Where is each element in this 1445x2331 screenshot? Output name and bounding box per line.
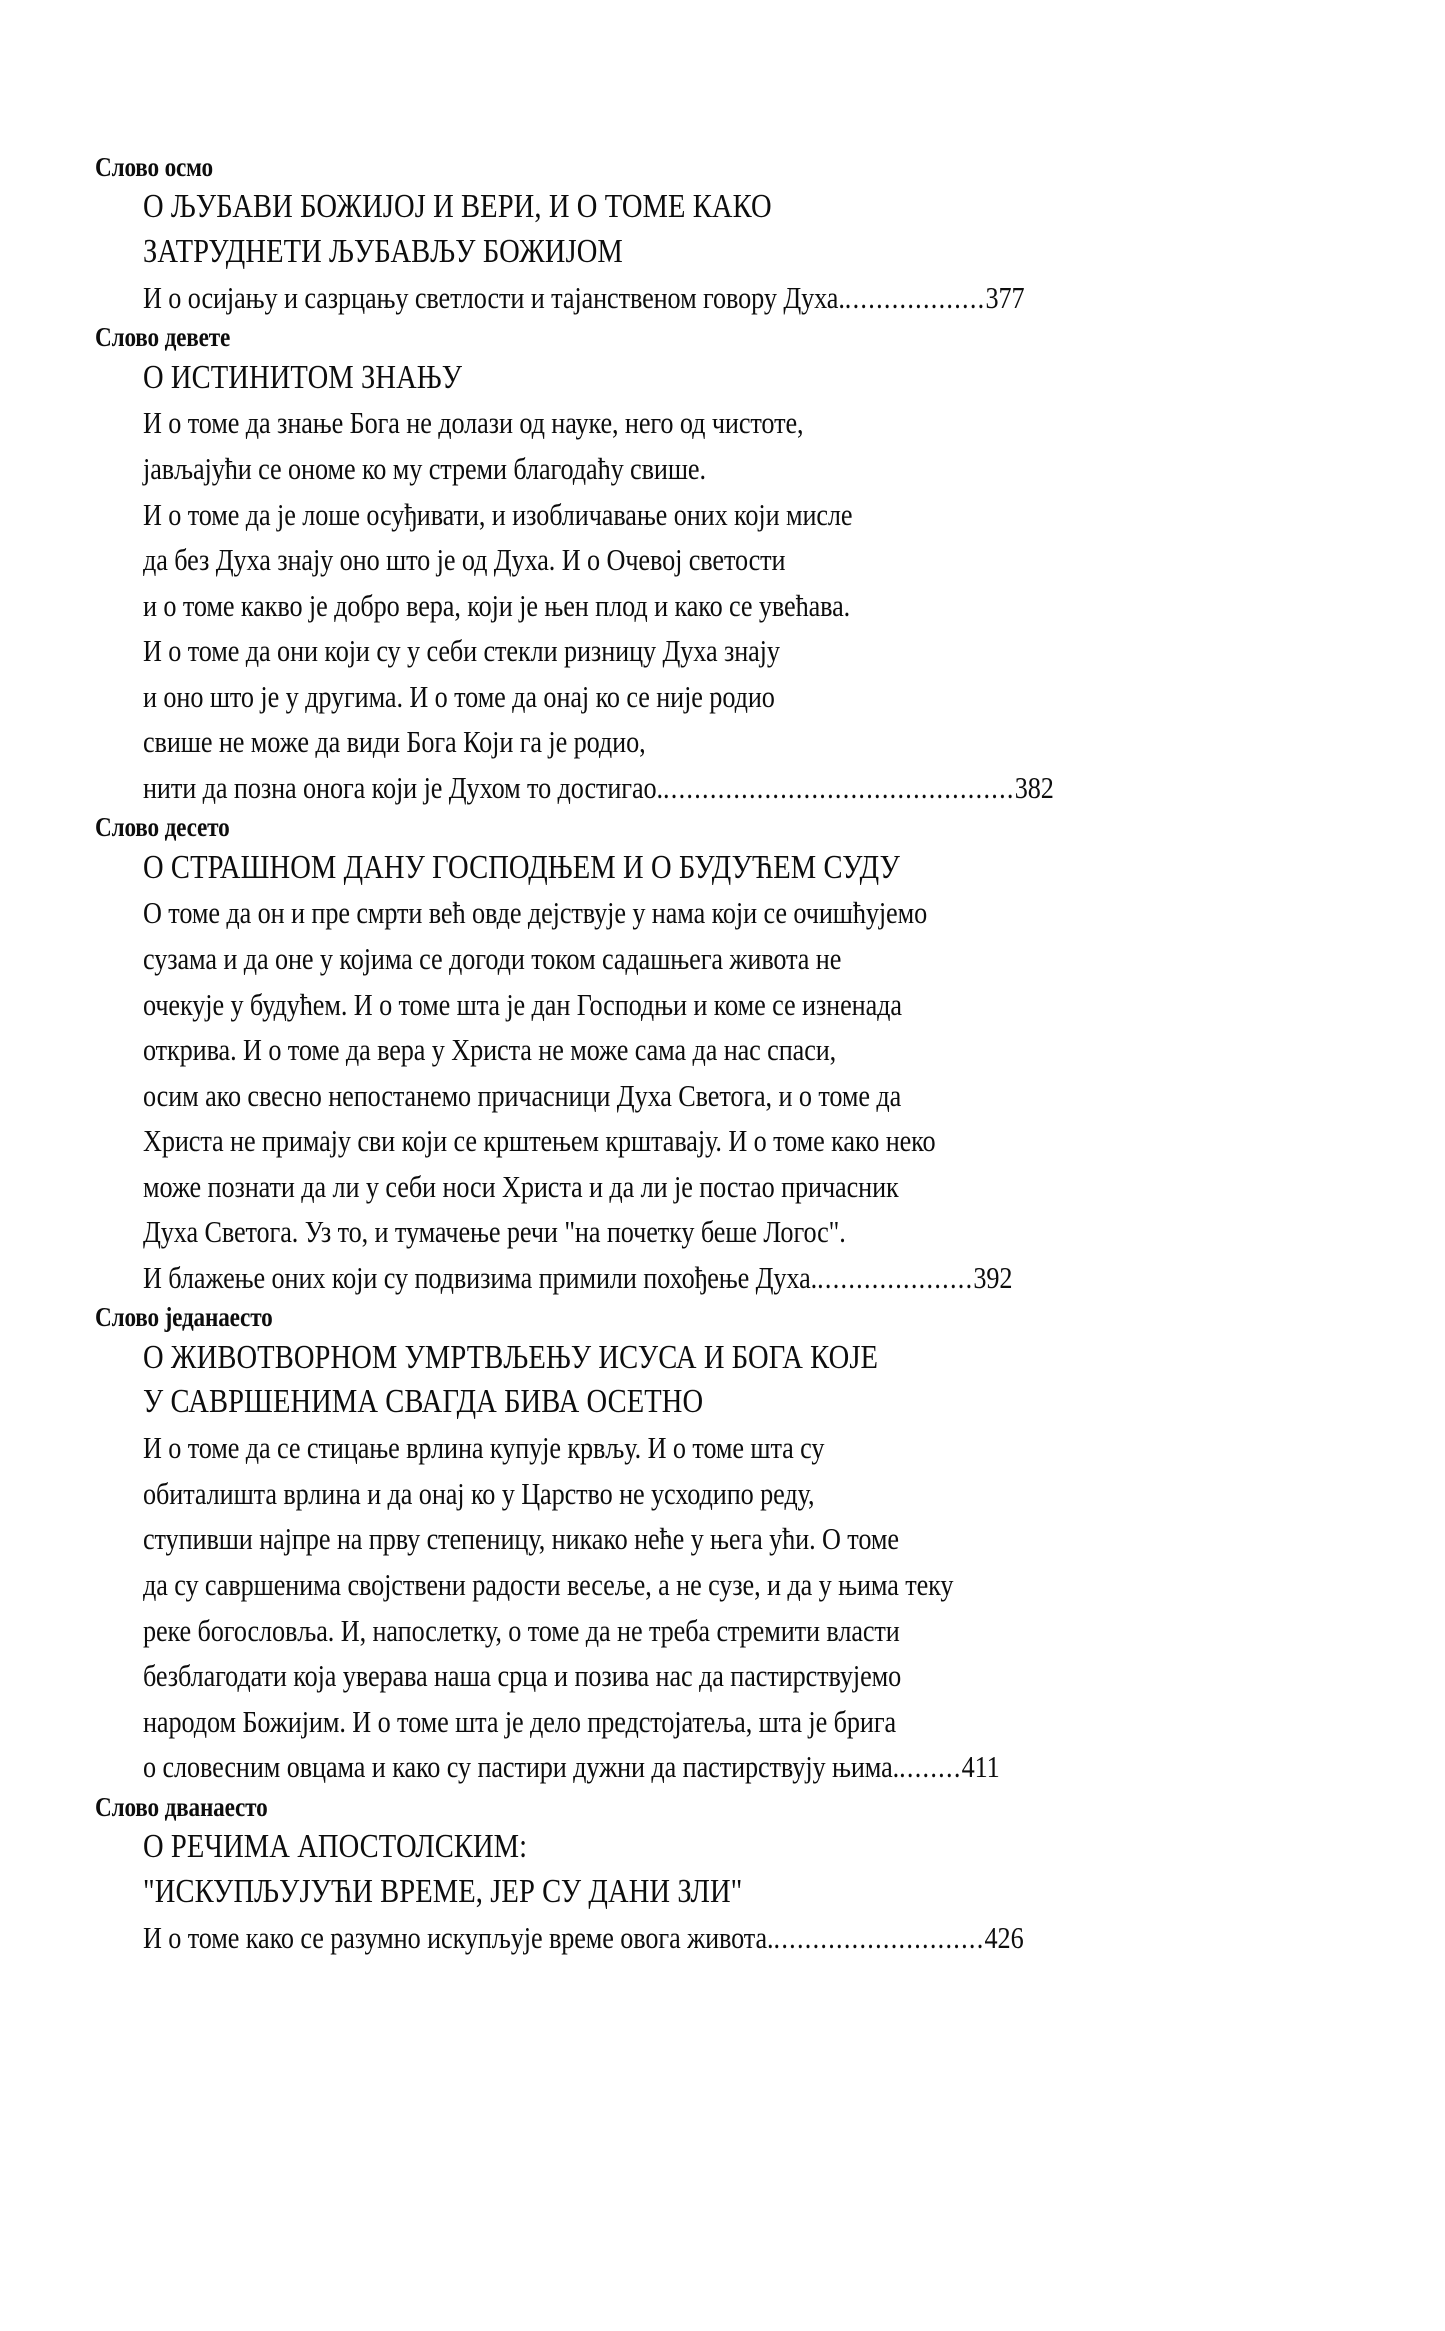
toc-entry-desc-line	[143, 492, 1163, 538]
toc-entry-desc-line	[143, 1425, 1163, 1471]
toc-entry[interactable]	[95, 150, 1350, 320]
toc-entry-desc-text: И о томе како се разумно искупљује време овога живота.	[143, 1919, 774, 1955]
toc-entry-desc-line	[143, 982, 1163, 1028]
toc-entry-desc-line	[143, 1562, 1163, 1608]
toc-entry-desc-text: свише не може да види Бога Који га је родио,	[143, 724, 646, 760]
toc-entry-desc-text: нити да позна онога који је Духом то достигао.	[143, 769, 663, 805]
toc-entry-desc-text: осим ако свесно непостанемо причасници Духа Светога, и о томе да	[143, 1077, 902, 1113]
toc-entry-desc-line-with-page	[143, 1744, 1163, 1790]
toc-entry-desc-line	[143, 674, 1163, 720]
toc-entry-desc-text: и оно што је у другима. И о томе да онај ко се није родио	[143, 678, 775, 714]
toc-entry-desc-line-with-page	[143, 1255, 1163, 1301]
toc-entry-desc-text: да без Духа знају оно што је од Духа. И о Очевој светости	[143, 542, 786, 578]
toc-entry-desc-text: народом Божијим. И о томе шта је дело предстојатеља, шта је брига	[143, 1703, 897, 1739]
toc-entry-desc-text: о словесним овцама и како су пастири дужни да пастирствују њима.	[143, 1749, 900, 1785]
toc-entry-desc-line-with-page	[143, 1915, 1163, 1961]
toc-entry[interactable]	[95, 320, 1350, 810]
toc-entry-title-line: О СТРАШНОМ ДАНУ ГОСПОДЊЕМ И О БУДУЋЕМ СУДУ	[143, 848, 900, 886]
toc-entry-desc-text: очекује у будућем. И о томе шта је дан Господњи и коме се изненада	[143, 986, 902, 1022]
toc-entry-desc-text: сузама и да оне у којима се догоди током садашњега живота не	[143, 940, 842, 976]
toc-entry-desc-text: И о томе да знање Бога не долази од науке, него од чистоте,	[143, 405, 804, 441]
toc-entry-desc-text: О томе да он и пре смрти већ овде дејствује у нама који се очишћујемо	[143, 895, 928, 931]
toc-page-number[interactable]: 392	[973, 1259, 1013, 1295]
dot-leader: ....................	[817, 1259, 974, 1295]
table-of-contents	[95, 150, 1350, 1960]
toc-entry-desc-line	[143, 1073, 1163, 1119]
toc-entry-desc-text: И о томе да је лоше осуђивати, и изобличавање оних који мисле	[143, 496, 853, 532]
toc-entry-label: Слово једанаесто	[95, 1302, 273, 1333]
toc-entry[interactable]	[95, 1790, 1350, 1960]
toc-entry-desc-line	[143, 400, 1163, 446]
dot-leader: ........	[899, 1749, 962, 1785]
toc-entry-desc-line	[143, 446, 1163, 492]
toc-entry-label: Слово дванаесто	[95, 1791, 268, 1822]
toc-entry-title-line: О РЕЧИМА АПОСТОЛСКИМ:	[143, 1827, 528, 1865]
toc-entry-title-line: О ЉУБАВИ БОЖИЈОЈ И ВЕРИ, И О ТОМЕ КАКО	[143, 188, 772, 226]
toc-entry-desc-text: безблагодати која уверава наша срца и позива нас да пастирствујемо	[143, 1658, 902, 1694]
toc-entry-title-line: ЗАТРУДНЕТИ ЉУБАВЉУ БОЖИЈОМ	[143, 232, 623, 270]
toc-entry-desc-text: Духа Светога. Уз то, и тумачење речи "на почетку беше Логос".	[143, 1214, 846, 1250]
toc-entry-desc-text: открива. И о томе да вера у Христа не може сама да нас спаси,	[143, 1032, 837, 1068]
toc-page-number[interactable]: 426	[984, 1919, 1024, 1955]
toc-entry-desc-text: И о осијању и сазрцању светлости и тајанственом говору Духа.	[143, 279, 845, 315]
toc-entry-desc-line	[143, 936, 1163, 982]
toc-entry-desc-line	[143, 1471, 1163, 1517]
toc-page-number[interactable]: 411	[961, 1749, 1000, 1785]
toc-entry-title-line: О ЖИВОТВОРНОМ УМРТВЉЕЊУ ИСУСА И БОГА КОЈЕ	[143, 1338, 879, 1376]
toc-entry-desc-line	[143, 719, 1163, 765]
toc-entry-title-line: "ИСКУПЉУЈУЋИ ВРЕМЕ, ЈЕР СУ ДАНИ ЗЛИ"	[143, 1872, 743, 1910]
toc-entry-desc-line-with-page	[143, 275, 1163, 321]
toc-entry-label: Слово осмо	[95, 152, 213, 182]
toc-entry-desc-line	[143, 628, 1163, 674]
toc-entry-desc-text: да су савршенима својствени радости весеље, а не сузе, и да у њима теку	[143, 1567, 954, 1602]
toc-entry-desc-line	[143, 583, 1163, 629]
toc-entry-title-line: О ИСТИНИТОМ ЗНАЊУ	[143, 358, 463, 396]
toc-entry-desc-text: обиталишта врлина и да онај ко у Царство не усходипо реду,	[143, 1475, 815, 1511]
toc-entry-desc-line	[143, 1699, 1163, 1745]
toc-entry-desc-line-with-page	[143, 765, 1163, 811]
toc-entry-desc-text: реке богословља. И, напослетку, о томе да не треба стремити власти	[143, 1612, 900, 1648]
toc-entry-desc-text: може познати да ли у себи носи Христа и да ли је постао причасник	[143, 1168, 899, 1204]
toc-entry-desc-line	[143, 1164, 1163, 1210]
toc-entry-desc-text: и о томе какво је добро вера, који је њен плод и како се увећава.	[143, 587, 851, 623]
toc-entry-desc-line	[143, 537, 1163, 583]
dot-leader: ...........................	[773, 1919, 985, 1955]
toc-entry-desc-text: Христа не примају сви који се крштењем крштавају. И о томе како неко	[143, 1123, 936, 1159]
toc-entry-desc-text: јављајући се ономе ко му стреми благодаћу свише.	[143, 450, 706, 486]
toc-entry[interactable]	[95, 810, 1350, 1300]
toc-entry-label: Слово десето	[95, 812, 230, 843]
toc-entry-desc-line	[143, 890, 1163, 936]
toc-entry-label: Слово девете	[95, 322, 231, 353]
toc-entry-desc-line	[143, 1653, 1163, 1699]
toc-entry-desc-text: И о томе да се стицање врлина купује крвљу. И о томе шта су	[143, 1430, 825, 1466]
toc-entry-desc-line	[143, 1516, 1163, 1562]
dot-leader: .............................................	[662, 769, 1015, 805]
toc-entry-desc-text: ступивши најпре на прву степеницу, никако неће у њега ући. О томе	[143, 1521, 899, 1557]
toc-entry-desc-text: И блажење оних који су подвизима примили похођење Духа.	[143, 1259, 818, 1295]
toc-entry-desc-line	[143, 1118, 1163, 1164]
toc-entry-desc-line	[143, 1027, 1163, 1073]
toc-entry-desc-text: И о томе да они који су у себи стекли ризницу Духа знају	[143, 633, 780, 669]
dot-leader: ..................	[844, 279, 986, 315]
toc-entry-desc-line	[143, 1209, 1163, 1255]
toc-entry-desc-line	[143, 1608, 1163, 1654]
toc-page-number[interactable]: 382	[1014, 769, 1054, 805]
toc-page-number[interactable]: 377	[985, 279, 1025, 315]
toc-entry-title-line: У САВРШЕНИМА СВАГДА БИВА ОСЕТНО	[143, 1383, 704, 1421]
toc-entry[interactable]	[95, 1300, 1350, 1789]
